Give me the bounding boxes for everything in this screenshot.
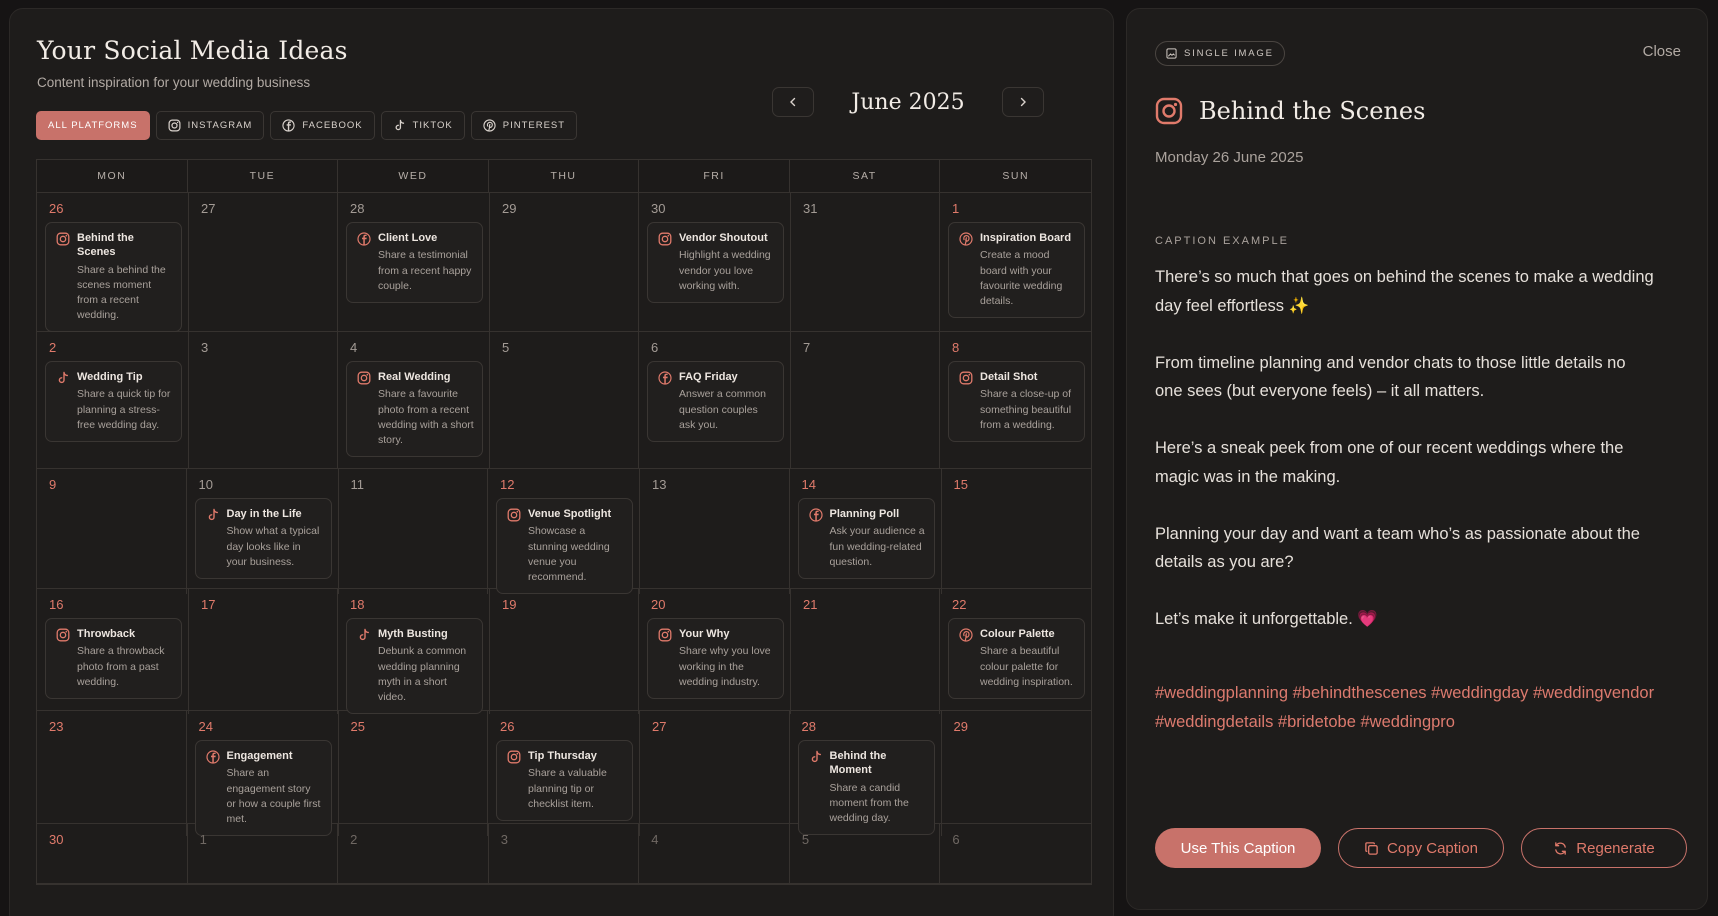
calendar-day[interactable] xyxy=(490,332,639,468)
day-number: 8 xyxy=(952,340,960,355)
calendar-day[interactable] xyxy=(940,824,1091,883)
caption-paragraph: Planning your day and want a team who’s as passionate about the details as you are? xyxy=(1155,524,1640,571)
calendar-week xyxy=(37,589,1091,711)
day-number: 28 xyxy=(801,719,816,734)
calendar-day[interactable] xyxy=(188,824,339,883)
facebook-icon xyxy=(357,232,371,246)
use-caption-button[interactable] xyxy=(1155,828,1321,868)
calendar-day[interactable] xyxy=(940,193,1091,332)
calendar-day[interactable] xyxy=(640,469,790,594)
post-idea-card[interactable] xyxy=(195,740,332,836)
day-number: 30 xyxy=(49,832,64,847)
day-number: 28 xyxy=(350,201,365,216)
calendar-day[interactable] xyxy=(639,589,791,714)
day-number: 2 xyxy=(49,340,57,355)
post-idea-title: Behind the Moment xyxy=(829,750,887,777)
tiktok-icon xyxy=(393,119,406,132)
post-idea-description: Share a beautiful colour palette for wedding inspiration. xyxy=(980,645,1073,688)
post-idea-body xyxy=(378,231,474,294)
day-number: 14 xyxy=(801,477,816,492)
month-label: June 2025 xyxy=(851,89,965,115)
calendar-day[interactable] xyxy=(189,332,338,468)
calendar-day[interactable] xyxy=(639,824,790,883)
caption-paragraph: There’s so much that goes on behind the scenes to make a wedding day feel effortless ✨ xyxy=(1155,268,1654,315)
post-idea-card[interactable] xyxy=(647,361,784,442)
post-idea-description: Share a favourite photo from a recent wedding with a short story. xyxy=(378,388,474,446)
calendar-day[interactable] xyxy=(940,589,1091,714)
post-date: Monday 26 June 2025 xyxy=(1155,149,1304,166)
format-badge-label: SINGLE IMAGE xyxy=(1184,48,1274,59)
post-idea-title: Throwback xyxy=(77,628,136,640)
calendar-day[interactable] xyxy=(639,193,791,332)
calendar-day[interactable] xyxy=(339,711,489,836)
post-idea-card[interactable] xyxy=(798,498,935,579)
filter-tiktok[interactable] xyxy=(381,111,465,140)
post-idea-body xyxy=(679,370,775,433)
day-number: 7 xyxy=(803,340,811,355)
post-idea-description: Debunk a common wedding planning myth in a short video. xyxy=(378,645,467,703)
day-number: 12 xyxy=(500,477,515,492)
day-number: 17 xyxy=(201,597,216,612)
day-number: 11 xyxy=(350,477,364,492)
calendar-day[interactable] xyxy=(189,589,338,714)
instagram-icon xyxy=(168,119,181,132)
copy-icon xyxy=(1364,841,1379,856)
calendar-day[interactable] xyxy=(942,469,1092,594)
filter-label: INSTAGRAM xyxy=(187,120,253,131)
facebook-icon xyxy=(809,508,823,522)
post-idea-description: Answer a common question couples ask you. xyxy=(679,388,766,431)
calendar-day[interactable] xyxy=(189,193,338,332)
post-idea-body xyxy=(679,627,775,690)
calendar-grid xyxy=(36,159,1092,885)
post-idea-title: Wedding Tip xyxy=(77,371,143,383)
post-idea-card[interactable] xyxy=(346,222,483,303)
copy-caption-label: Copy Caption xyxy=(1387,839,1478,857)
day-number: 3 xyxy=(500,832,508,847)
post-idea-body xyxy=(830,507,926,570)
calendar-day[interactable] xyxy=(37,332,189,468)
calendar-day[interactable] xyxy=(488,711,640,836)
post-idea-card[interactable] xyxy=(948,222,1085,318)
post-idea-card[interactable] xyxy=(45,361,182,442)
post-idea-description: Share why you love working in the wedding industry. xyxy=(679,645,771,688)
page-title: Your Social Media Ideas xyxy=(37,36,348,65)
post-idea-body xyxy=(980,627,1076,690)
calendar-day[interactable] xyxy=(791,193,940,332)
facebook-icon xyxy=(282,119,295,132)
calendar-week xyxy=(37,332,1091,469)
filter-label: TIKTOK xyxy=(412,120,453,131)
prev-month-button[interactable] xyxy=(772,87,814,117)
calendar-week xyxy=(37,469,1091,589)
instagram-icon xyxy=(357,371,371,385)
day-number: 30 xyxy=(651,201,666,216)
instagram-icon xyxy=(658,628,672,642)
post-idea-card[interactable] xyxy=(948,361,1085,442)
caption-text xyxy=(1155,263,1655,662)
calendar-day[interactable] xyxy=(338,193,490,332)
calendar-day[interactable] xyxy=(338,824,489,883)
post-idea-card[interactable] xyxy=(798,740,935,835)
post-idea-description: Showcase a stunning wedding venue you recommend. xyxy=(528,525,610,583)
post-title: Behind the Scenes xyxy=(1199,97,1426,125)
day-number: 29 xyxy=(953,719,968,734)
page-subtitle: Content inspiration for your wedding business xyxy=(37,75,311,90)
day-number: 9 xyxy=(49,477,57,492)
calendar-day[interactable] xyxy=(791,332,940,468)
day-number: 5 xyxy=(801,832,810,847)
post-idea-card[interactable] xyxy=(948,618,1085,699)
post-idea-description: Share a valuable planning tip or checklist item. xyxy=(528,767,607,810)
day-number: 3 xyxy=(201,340,209,355)
filter-label: PINTEREST xyxy=(502,120,566,131)
chevron-right-icon xyxy=(1017,96,1029,108)
weekday-label: FRI xyxy=(639,160,790,192)
day-number: 2 xyxy=(350,832,358,847)
post-idea-description: Share a candid moment from the wedding day. xyxy=(829,781,909,825)
weekday-label: SUN xyxy=(1002,170,1030,182)
day-number: 6 xyxy=(651,340,659,355)
calendar-day[interactable] xyxy=(37,469,187,594)
post-idea-card[interactable] xyxy=(496,740,633,821)
post-idea-title: Venue Spotlight xyxy=(528,508,612,520)
instagram-icon xyxy=(56,628,70,642)
post-idea-body xyxy=(679,231,775,294)
day-number: 18 xyxy=(350,597,365,612)
filter-all-platforms[interactable] xyxy=(36,111,150,140)
day-number: 27 xyxy=(652,719,667,734)
month-navigation xyxy=(772,87,1044,117)
platform-filters xyxy=(36,111,577,140)
day-number: 4 xyxy=(350,340,358,355)
post-idea-body xyxy=(77,231,173,323)
calendar-day[interactable] xyxy=(490,193,639,332)
post-idea-title: Colour Palette xyxy=(980,628,1055,640)
day-number: 1 xyxy=(199,832,207,847)
post-idea-title: Detail Shot xyxy=(980,371,1038,383)
calendar-week xyxy=(37,824,1091,884)
weekday-label: TUE xyxy=(188,160,339,192)
instagram-icon xyxy=(56,232,70,246)
tiktok-icon xyxy=(56,371,70,385)
calendar-day[interactable] xyxy=(187,469,339,594)
calendar-day[interactable] xyxy=(187,711,339,836)
day-number: 1 xyxy=(952,201,960,216)
post-idea-card[interactable] xyxy=(45,618,182,699)
calendar-day[interactable] xyxy=(791,589,940,714)
post-idea-body xyxy=(227,749,323,827)
day-number: 13 xyxy=(652,477,667,492)
post-idea-body xyxy=(528,507,624,585)
instagram-icon xyxy=(658,232,672,246)
post-idea-title: Tip Thursday xyxy=(528,750,597,762)
hashtags: #weddingplanning #behindthescenes #weddingday #weddingvendor #weddingdetails #bridetobe #weddingpro xyxy=(1155,684,1655,731)
regenerate-label: Regenerate xyxy=(1576,839,1655,857)
pinterest-icon xyxy=(959,628,973,642)
day-number: 4 xyxy=(651,832,659,847)
calendar-day[interactable] xyxy=(942,711,1092,836)
weekday-label: MON xyxy=(37,160,188,192)
post-idea-card[interactable] xyxy=(496,498,633,594)
post-idea-title: FAQ Friday xyxy=(679,371,738,383)
copy-caption-button[interactable] xyxy=(1338,828,1504,868)
post-idea-title: Client Love xyxy=(378,232,438,244)
post-idea-body xyxy=(378,370,474,448)
calendar-week xyxy=(37,711,1091,824)
post-idea-body xyxy=(378,627,474,705)
post-idea-title: Planning Poll xyxy=(829,508,900,520)
calendar-day[interactable] xyxy=(37,589,189,714)
post-idea-title: Your Why xyxy=(679,628,730,640)
post-idea-title: Vendor Shoutout xyxy=(679,232,768,244)
detail-panel xyxy=(1126,8,1708,910)
filter-facebook[interactable] xyxy=(270,111,374,140)
day-number: 23 xyxy=(49,719,64,734)
day-number: 31 xyxy=(803,201,818,216)
post-idea-card[interactable] xyxy=(195,498,332,579)
calendar-day[interactable] xyxy=(338,332,490,468)
calendar-day[interactable] xyxy=(489,824,640,883)
tiktok-icon xyxy=(206,508,220,522)
tiktok-icon xyxy=(809,750,823,764)
calendar-day[interactable] xyxy=(490,589,639,714)
calendar-day[interactable] xyxy=(37,711,187,836)
calendar-day[interactable] xyxy=(940,332,1091,468)
post-idea-title: Behind the Scenes xyxy=(77,232,134,259)
use-caption-label: Use This Caption xyxy=(1180,839,1296,857)
calendar-day[interactable] xyxy=(37,824,188,883)
post-idea-description: Share an engagement story or how a couple first met. xyxy=(226,767,321,825)
filter-label: ALL PLATFORMS xyxy=(48,120,138,131)
post-idea-card[interactable] xyxy=(647,618,784,699)
post-idea-title: Real Wedding xyxy=(378,371,451,383)
day-number: 6 xyxy=(952,832,960,847)
calendar-day[interactable] xyxy=(790,824,941,883)
post-idea-body xyxy=(830,749,926,826)
post-heading xyxy=(1155,97,1425,125)
weekday-header xyxy=(37,160,1091,193)
close-button[interactable]: Close xyxy=(1642,43,1681,60)
day-number: 29 xyxy=(502,201,517,216)
pinterest-icon xyxy=(483,119,496,132)
next-month-button[interactable] xyxy=(1002,87,1044,117)
post-idea-body xyxy=(528,749,624,812)
weekday-label: WED xyxy=(338,160,489,192)
format-badge xyxy=(1155,41,1285,66)
facebook-icon xyxy=(658,371,672,385)
day-number: 16 xyxy=(49,597,64,612)
post-idea-body xyxy=(980,370,1076,433)
calendar-day[interactable] xyxy=(640,711,790,836)
post-idea-description: Share a quick tip for planning a stress-free wedding day. xyxy=(77,388,171,431)
calendar-day[interactable] xyxy=(37,193,189,332)
day-number: 21 xyxy=(803,597,818,612)
facebook-icon xyxy=(206,750,220,764)
post-idea-description: Share a close-up of something beautiful from a wedding. xyxy=(980,388,1072,431)
post-idea-card[interactable] xyxy=(45,222,182,332)
post-idea-description: Ask your audience a fun wedding-related question. xyxy=(829,525,925,568)
calendar-day[interactable] xyxy=(639,332,791,468)
calendar-day[interactable] xyxy=(790,711,942,836)
day-number: 15 xyxy=(953,477,968,492)
caption-actions xyxy=(1155,828,1687,868)
post-idea-description: Create a mood board with your favourite wedding details. xyxy=(980,249,1063,307)
instagram-icon xyxy=(507,750,521,764)
post-idea-title: Day in the Life xyxy=(226,508,302,520)
instagram-icon xyxy=(959,371,973,385)
post-idea-description: Share a behind the scenes moment from a recent wedding. xyxy=(77,263,166,322)
post-idea-card[interactable] xyxy=(346,361,483,457)
post-idea-title: Engagement xyxy=(226,750,293,762)
day-number: 25 xyxy=(350,719,365,734)
day-number: 24 xyxy=(198,719,213,734)
calendar-weeks xyxy=(37,193,1091,884)
post-idea-body xyxy=(77,627,173,690)
day-number: 5 xyxy=(502,340,510,355)
post-idea-description: Show what a typical day looks like in your business. xyxy=(226,525,320,568)
instagram-icon xyxy=(507,508,521,522)
regenerate-button[interactable] xyxy=(1521,828,1687,868)
caption-label: CAPTION EXAMPLE xyxy=(1155,235,1289,247)
filter-pinterest[interactable] xyxy=(471,111,577,140)
day-number: 26 xyxy=(49,201,64,216)
day-number: 19 xyxy=(502,597,517,612)
caption-paragraph: From timeline planning and vendor chats to those little details no one sees (but everyone feels) – it all matters. xyxy=(1155,353,1626,400)
calendar-day[interactable] xyxy=(488,469,640,594)
post-idea-title: Inspiration Board xyxy=(980,232,1072,244)
day-number: 20 xyxy=(651,597,666,612)
calendar-day[interactable] xyxy=(339,469,489,594)
weekday-label: THU xyxy=(489,160,640,192)
instagram-icon xyxy=(1155,97,1183,125)
post-idea-card[interactable] xyxy=(346,618,483,714)
day-number: 26 xyxy=(500,719,515,734)
post-idea-card[interactable] xyxy=(647,222,784,303)
day-number: 22 xyxy=(952,597,967,612)
chevron-left-icon xyxy=(787,96,799,108)
caption-paragraph: Here’s a sneak peek from one of our recent weddings where the magic was in the making. xyxy=(1155,439,1624,486)
calendar-day[interactable] xyxy=(338,589,490,714)
post-idea-description: Highlight a wedding vendor you love working with. xyxy=(679,249,771,292)
day-number: 27 xyxy=(201,201,216,216)
filter-label: FACEBOOK xyxy=(302,120,363,131)
post-idea-description: Share a testimonial from a recent happy couple. xyxy=(378,249,472,292)
tiktok-icon xyxy=(357,628,371,642)
weekday-label: SAT xyxy=(790,160,941,192)
calendar-week xyxy=(37,193,1091,332)
post-idea-title: Myth Busting xyxy=(378,628,448,640)
caption-paragraph: Let’s make it unforgettable. 💗 xyxy=(1155,610,1378,628)
post-idea-body xyxy=(227,507,323,570)
post-idea-body xyxy=(77,370,173,433)
post-idea-description: Share a throwback photo from a past wedding. xyxy=(77,645,165,688)
pinterest-icon xyxy=(959,232,973,246)
refresh-icon xyxy=(1553,841,1568,856)
image-icon xyxy=(1166,48,1177,59)
post-idea-body xyxy=(980,231,1076,309)
calendar-day[interactable] xyxy=(790,469,942,594)
day-number: 10 xyxy=(198,477,213,492)
calendar-panel xyxy=(9,8,1114,916)
filter-instagram[interactable] xyxy=(156,111,265,140)
